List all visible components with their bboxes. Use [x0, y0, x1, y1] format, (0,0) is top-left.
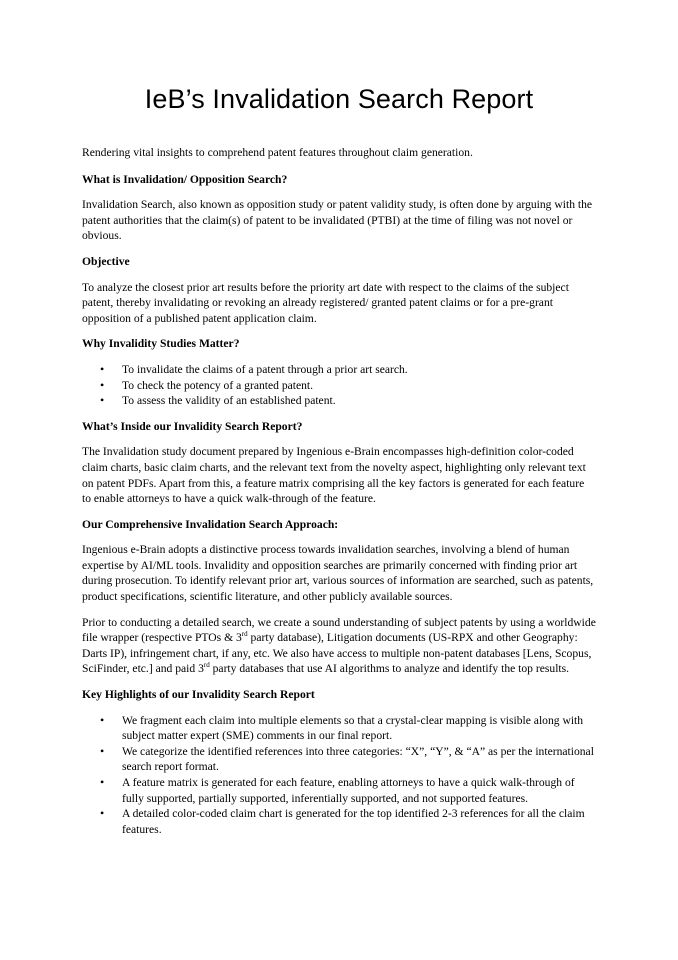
- section-heading-whats-inside: What’s Inside our Invalidity Search Report?: [82, 419, 303, 433]
- list-item: • We categorize the identified references into three categories: “X”, “Y”, & “A” as per the international search report format.: [82, 744, 596, 775]
- section-heading-highlights: Key Highlights of our Invalidity Search Report: [82, 688, 315, 702]
- section-heading-objective: Objective: [82, 254, 130, 268]
- section-body-invalidation: Invalidation Search, also known as opposition study or patent validity study, is often done by arguing with the patent authorities that the claim(s) of patent to be invalidated (PTBI) at the time of filing was not novel or obvious.: [82, 198, 593, 243]
- approach-text-part-2: party database), Litigation documents (US-RPX and other Geography: Darts IP), infringement chart, if any, etc. We also have access to multiple non-patent databases [Lens, Scopus, SciFinder, etc.] and paid 3: [82, 631, 592, 676]
- list-item: • To invalidate the claims of a patent through a prior art search.: [82, 362, 596, 378]
- document-body: [82, 145, 596, 847]
- approach-text-part-1: Prior to conducting a detailed search, we create a sound understanding of subject patents by using a worldwide file wrapper (respective PTOs & 3: [82, 615, 596, 645]
- section-body-whats-inside: The Invalidation study document prepared by Ingenious e-Brain encompasses high-definition color-coded claim charts, basic claim charts, and the relevant text from the novelty aspect, highlighting only relevant text on patent PDFs. Apart from this, a feature matrix comprising all the key factors is generated for each feature to enable attorneys to have a quick walk-through of the feature.: [82, 445, 586, 506]
- section-heading-why-matter: Why Invalidity Studies Matter?: [82, 337, 240, 351]
- tagline: Rendering vital insights to comprehend patent features throughout claim generation.: [82, 146, 473, 159]
- list-item: • We fragment each claim into multiple elements so that a crystal-clear mapping is visible along with subject matter expert (SME) comments in our final report.: [82, 713, 596, 744]
- section-heading-approach: Our Comprehensive Invalidation Search Approach:: [82, 517, 339, 531]
- list-item: • To check the potency of a granted patent.: [82, 378, 596, 394]
- section-body-approach-1: Ingenious e-Brain adopts a distinctive process towards invalidation searches, involving a blend of human expertise by AI/ML tools. Invalidity and opposition searches are primarily concerned with finding prior art during prosecution. To identify relevant prior art, various sources of information are searched, such as patents, product specifications, scientific literature, and other publicly available sources.: [82, 543, 594, 604]
- superscript-rd: rd: [241, 630, 248, 639]
- bullet-list-why-matter: [82, 362, 596, 409]
- section-heading-invalidation: What is Invalidation/ Opposition Search?: [82, 172, 288, 186]
- section-body-objective: To analyze the closest prior art results before the priority art date with respect to the claims of the subject patent, thereby invalidating or revoking an already registered/ granted patent claims or for a pre-grant opposition of a published patent application claim.: [82, 280, 569, 325]
- section-body-approach-2: [82, 615, 596, 677]
- list-item: • To assess the validity of an established patent.: [82, 393, 596, 409]
- list-item: • A detailed color-coded claim chart is generated for the top identified 2-3 references for all the claim features.: [82, 806, 596, 837]
- superscript-rd: rd: [203, 661, 210, 670]
- bullet-list-highlights: [82, 713, 596, 838]
- page-title: IeB’s Invalidation Search Report: [144, 84, 534, 114]
- list-item: • A feature matrix is generated for each feature, enabling attorneys to have a quick walk-through of fully supported, partially supported, inferentially supported, and not supported features.: [82, 775, 596, 806]
- approach-text-part-3: party databases that use AI algorithms to analyze and identify the top results.: [209, 662, 570, 676]
